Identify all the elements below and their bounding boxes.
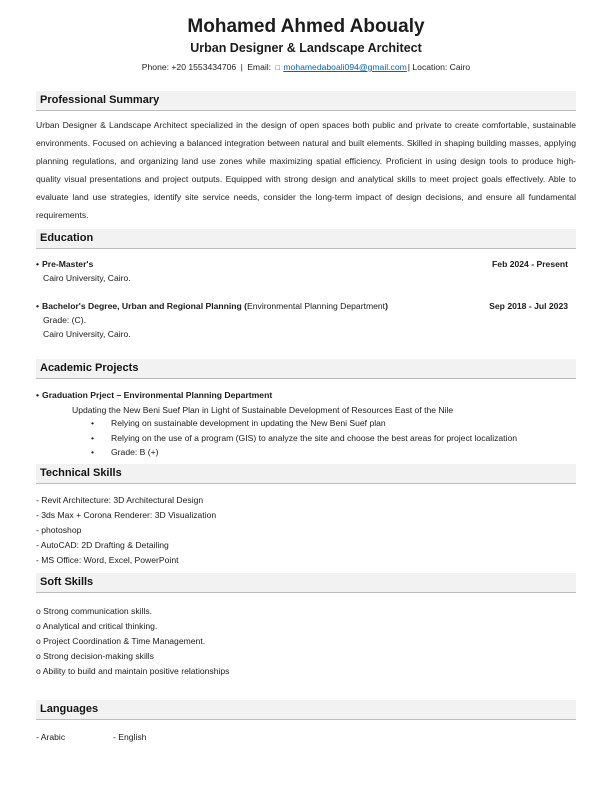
envelope-placeholder-icon: □ <box>275 63 280 72</box>
summary-paragraph: Urban Designer & Landscape Architect specialized in the design of open spaces both public and private to create comfortable, sustainable environments. Focused on achieving a balanced integration between natural and built elements. Skilled in shaping building masses, applying planning regulations, and organizing land use zones while maximizing spatial efficiency. Proficient in using design tools to produce high-quality visual presentations and project outputs. Equipped with strong design and analytical skills to meet project goals effectively. Able to evaluate land use strategies, identify site service needs, consider the long-term impact of design decisions, and ensure all fundamental requirements. <box>36 120 576 220</box>
bullet-glyph: • <box>91 447 95 457</box>
languages-list <box>36 732 576 743</box>
degree-department: Environmental Planning Department <box>247 301 386 311</box>
education-entry-row <box>36 301 576 312</box>
project-bullet-item <box>36 445 576 460</box>
phone-text: Phone: +20 1553434706 <box>141 62 237 72</box>
technical-skills-list <box>36 493 576 568</box>
degree-grade: Grade: (C). <box>43 315 86 325</box>
language-item: - Arabic <box>36 731 66 742</box>
degree-institution: Cairo University, Cairo. <box>43 273 131 283</box>
degree-name: Pre-Master's <box>42 259 94 269</box>
project-subtitle: Updating the New Beni Suef Plan in Light of Sustainable Development of Resources East of the Nile <box>72 405 454 415</box>
degree-institution: Cairo University, Cairo. <box>43 329 131 339</box>
education-entry <box>36 301 576 340</box>
degree-date: Sep 2018 - Jul 2023 <box>489 301 568 311</box>
technical-skill-item: - MS Office: Word, Excel, PowerPoint <box>36 554 179 565</box>
project-bullet-text: Relying on sustainable development in updating the New Beni Suef plan <box>111 418 386 428</box>
section-header-soft-skills: Soft Skills <box>36 573 576 593</box>
project-bullet-text: Grade: B (+) <box>111 447 159 457</box>
contact-separator: | <box>240 62 243 72</box>
soft-skill-item: o Project Coordination & Time Management. <box>36 635 206 646</box>
section-header-education: Education <box>36 229 576 249</box>
contact-line <box>36 62 576 73</box>
soft-skill-item: o Strong communication skills. <box>36 605 153 616</box>
candidate-job-title: Urban Designer & Landscape Architect <box>190 41 422 55</box>
email-label: Email: <box>247 62 272 72</box>
location-text: | Location: Cairo <box>407 62 471 72</box>
section-header-professional-summary: Professional Summary <box>36 91 576 111</box>
education-entry <box>36 259 576 284</box>
project-bullet-item <box>36 431 576 446</box>
degree-date: Feb 2024 - Present <box>492 259 568 269</box>
technical-skill-item: - AutoCAD: 2D Drafting & Detailing <box>36 539 169 550</box>
project-title-text: Graduation Prject – Environmental Planning Department <box>42 390 273 400</box>
section-header-technical-skills: Technical Skills <box>36 464 576 484</box>
degree-title <box>36 259 93 270</box>
soft-skill-item: o Ability to build and maintain positive relationships <box>36 665 230 676</box>
bullet-glyph: • <box>91 418 95 428</box>
technical-skill-item: - Revit Architecture: 3D Architectural Design <box>36 494 204 505</box>
technical-skill-item: - photoshop <box>36 524 82 535</box>
bullet-glyph: • <box>91 432 95 443</box>
bullet-glyph: • <box>36 301 40 311</box>
language-item: - English <box>113 731 147 742</box>
technical-skill-item: - 3ds Max + Corona Renderer: 3D Visualization <box>36 509 217 520</box>
degree-title <box>36 301 388 312</box>
email-link[interactable]: mohamedaboali094@gmail.com <box>283 62 407 72</box>
education-entry-row <box>36 259 576 270</box>
project-bullet-text: Relying on the use of a program (GIS) to analyze the site and choose the best areas for project localization <box>111 432 518 443</box>
soft-skill-item: o Analytical and critical thinking. <box>36 620 158 631</box>
candidate-name: Mohamed Ahmed Aboualy <box>187 16 425 37</box>
bullet-glyph: • <box>36 259 40 269</box>
project-title <box>36 390 576 401</box>
degree-name-close-paren: ) <box>385 301 388 311</box>
project-bullet-item <box>36 416 576 431</box>
section-header-languages: Languages <box>36 700 576 720</box>
section-header-academic-projects: Academic Projects <box>36 359 576 379</box>
bullet-glyph: • <box>36 390 40 400</box>
soft-skill-item: o Strong decision-making skills <box>36 650 154 661</box>
degree-name: Bachelor's Degree, Urban and Regional Planning ( <box>42 301 248 311</box>
soft-skills-list <box>36 604 576 679</box>
